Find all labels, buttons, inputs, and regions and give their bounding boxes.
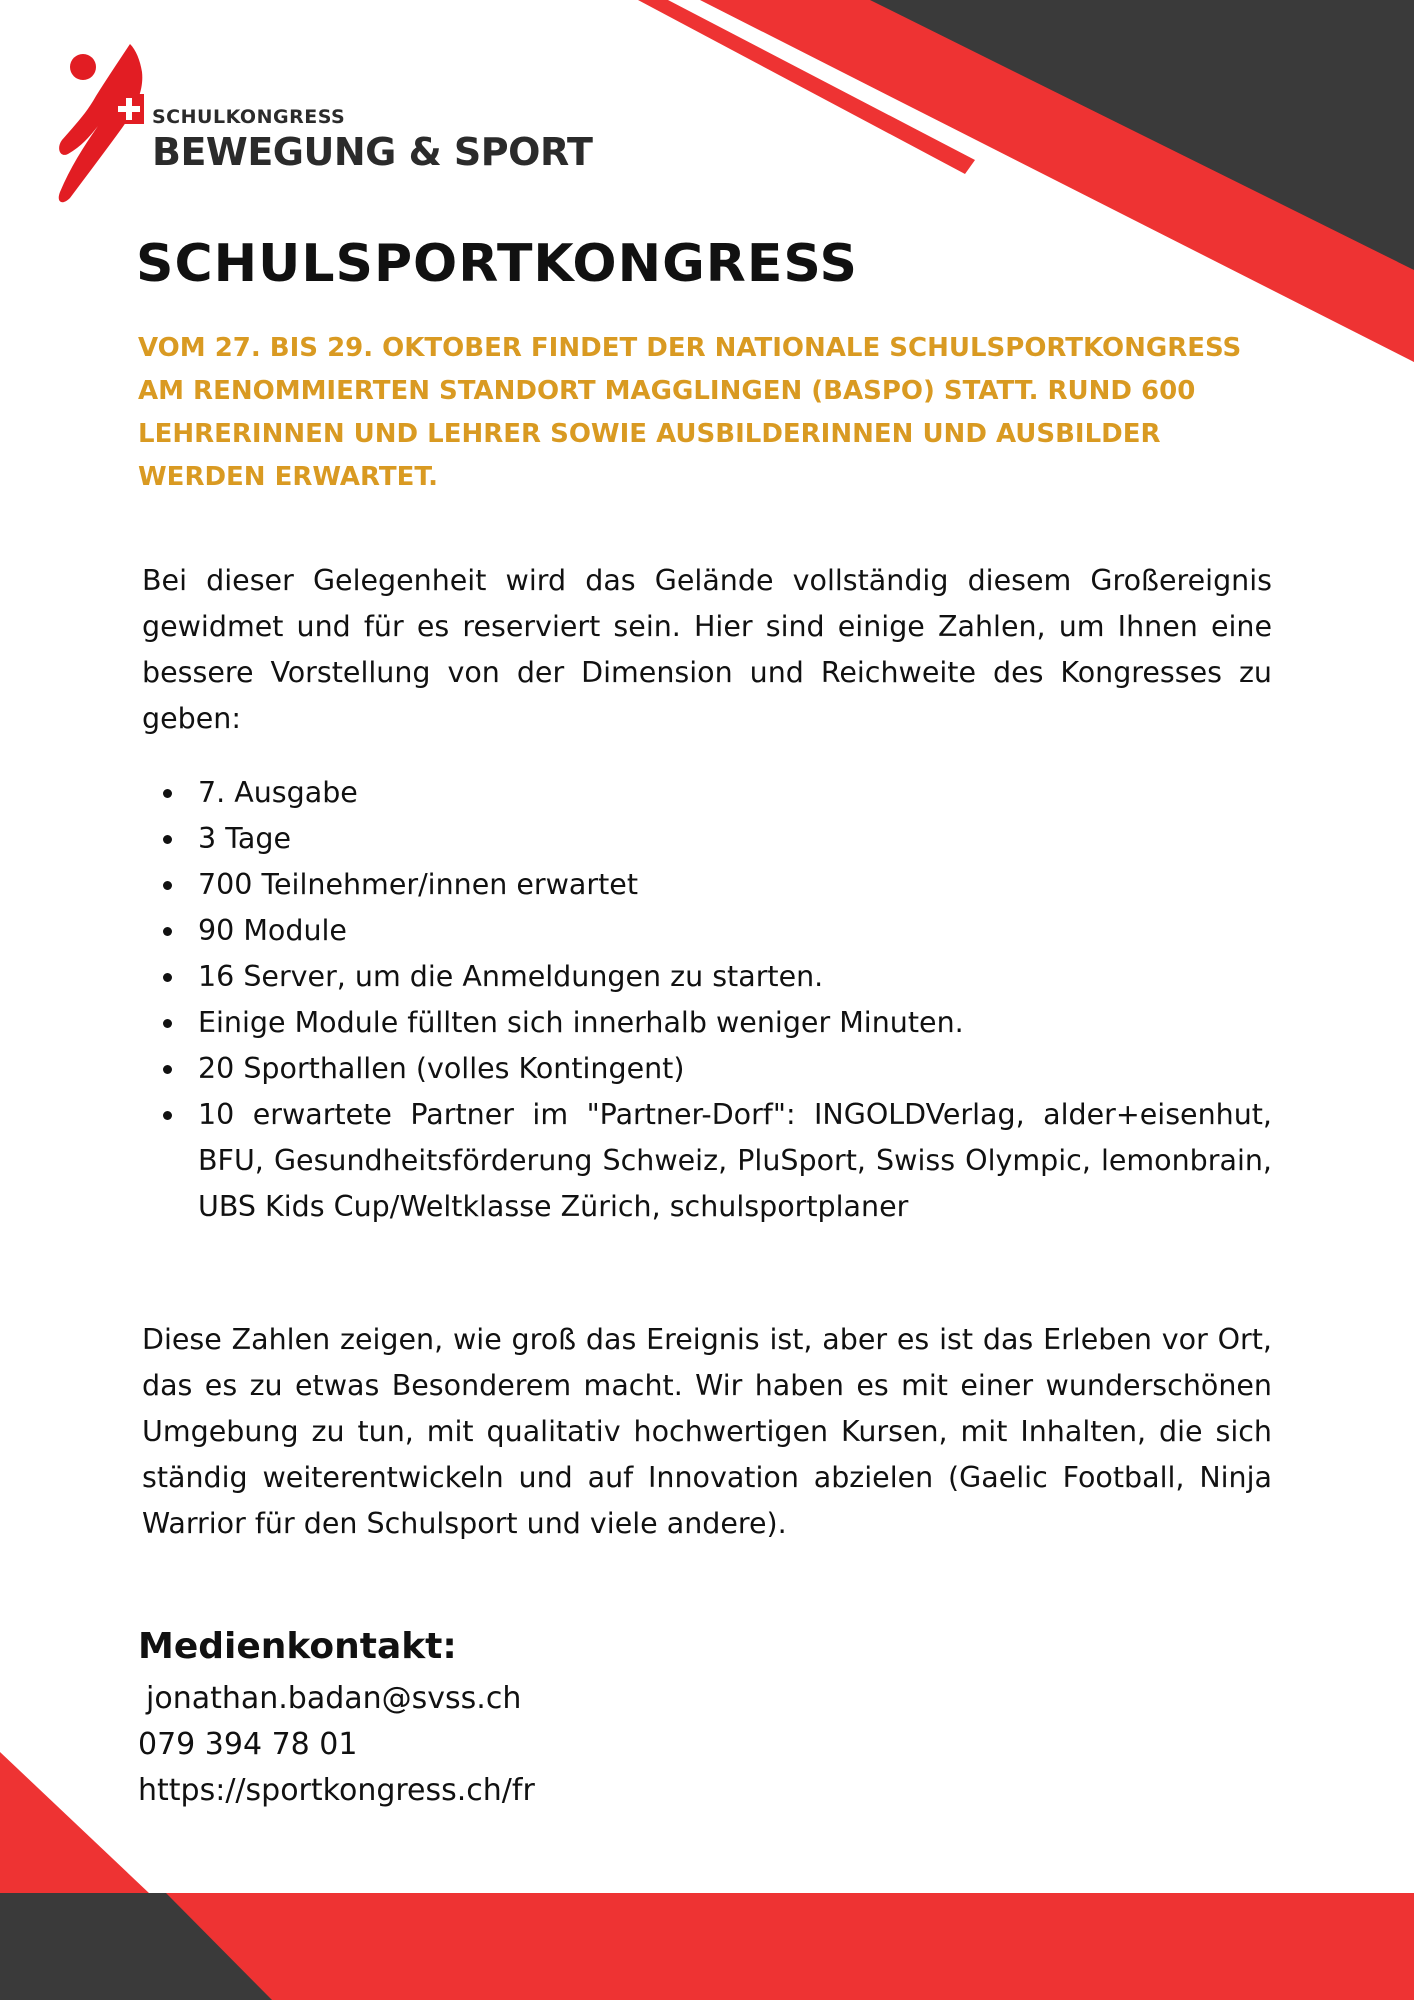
logo-big-text: BEWEGUNG & SPORT — [152, 130, 593, 174]
list-item: 7. Ausgabe — [142, 770, 1272, 816]
logo-small-text: SCHULKONGRESS — [152, 106, 346, 128]
bullet-icon — [163, 1111, 172, 1120]
athlete-swiss-cross-icon — [52, 42, 152, 207]
bullet-icon — [163, 927, 172, 936]
list-item: 700 Teilnehmer/innen erwartet — [142, 862, 1272, 908]
bullet-icon — [163, 789, 172, 798]
intro-paragraph: Bei dieser Gelegenheit wird das Gelände vollständig diesem Großereignis gewidmet und für es reserviert sein. Hier sind einige Zahlen, um Ihnen eine bessere Vorstellung von der Dimension und Reichweite des Kongresses zu geben: — [142, 564, 1272, 735]
list-item: 20 Sporthallen (volles Kontingent) — [142, 1046, 1272, 1092]
bullet-icon — [163, 881, 172, 890]
contact-heading: Medienkontakt: — [138, 1626, 457, 1667]
list-item: 3 Tage — [142, 816, 1272, 862]
bullet-icon — [163, 835, 172, 844]
contact-email-link[interactable]: jonathan.badan@svss.ch — [146, 1681, 522, 1716]
closing-paragraph: Diese Zahlen zeigen, wie groß das Ereignis ist, aber es ist das Erleben vor Ort, das es zu etwas Besonderem macht. Wir haben es mit einer wunderschönen Umgebung zu tun, mit qualitativ hochwertigen Kursen, mit Inhalten, die sich ständig weiterentwickeln und auf Innovation abzielen (Gaelic Football, Ninja Warrior für den Schulsport und viele andere). — [142, 1323, 1272, 1540]
list-item: 90 Module — [142, 908, 1272, 954]
contact-website-link[interactable]: https://sportkongress.ch/fr — [138, 1773, 535, 1808]
list-item: 10 erwartete Partner im "Partner-Dorf": INGOLDVerlag, alder+eisenhut, BFU, Gesundheitsförderung Schweiz, PluSport, Swiss Olympic, lemonbrain, UBS Kids Cup/Weltklasse Zürich, schulsportplaner — [142, 1092, 1272, 1230]
bullet-icon — [163, 1065, 172, 1074]
page-title: SCHULSPORTKONGRESS — [136, 234, 858, 294]
bullet-icon — [163, 1019, 172, 1028]
bullet-icon — [163, 973, 172, 982]
list-item: Einige Module füllten sich innerhalb weniger Minuten. — [142, 1000, 1272, 1046]
facts-list — [142, 770, 1272, 1230]
logo — [52, 42, 652, 212]
list-item: 16 Server, um die Anmeldungen zu starten. — [142, 954, 1272, 1000]
contact-phone: 079 394 78 01 — [138, 1727, 358, 1762]
lead-paragraph: VOM 27. BIS 29. OKTOBER FINDET DER NATIONALE SCHULSPORTKONGRESS AM RENOMMIERTEN STANDORT MAGGLINGEN (BASPO) STATT. RUND 600 LEHRERINNEN UND LEHRER SOWIE AUSBILDERINNEN UND AUSBILDER WERDEN ERWARTET. — [138, 333, 1242, 492]
